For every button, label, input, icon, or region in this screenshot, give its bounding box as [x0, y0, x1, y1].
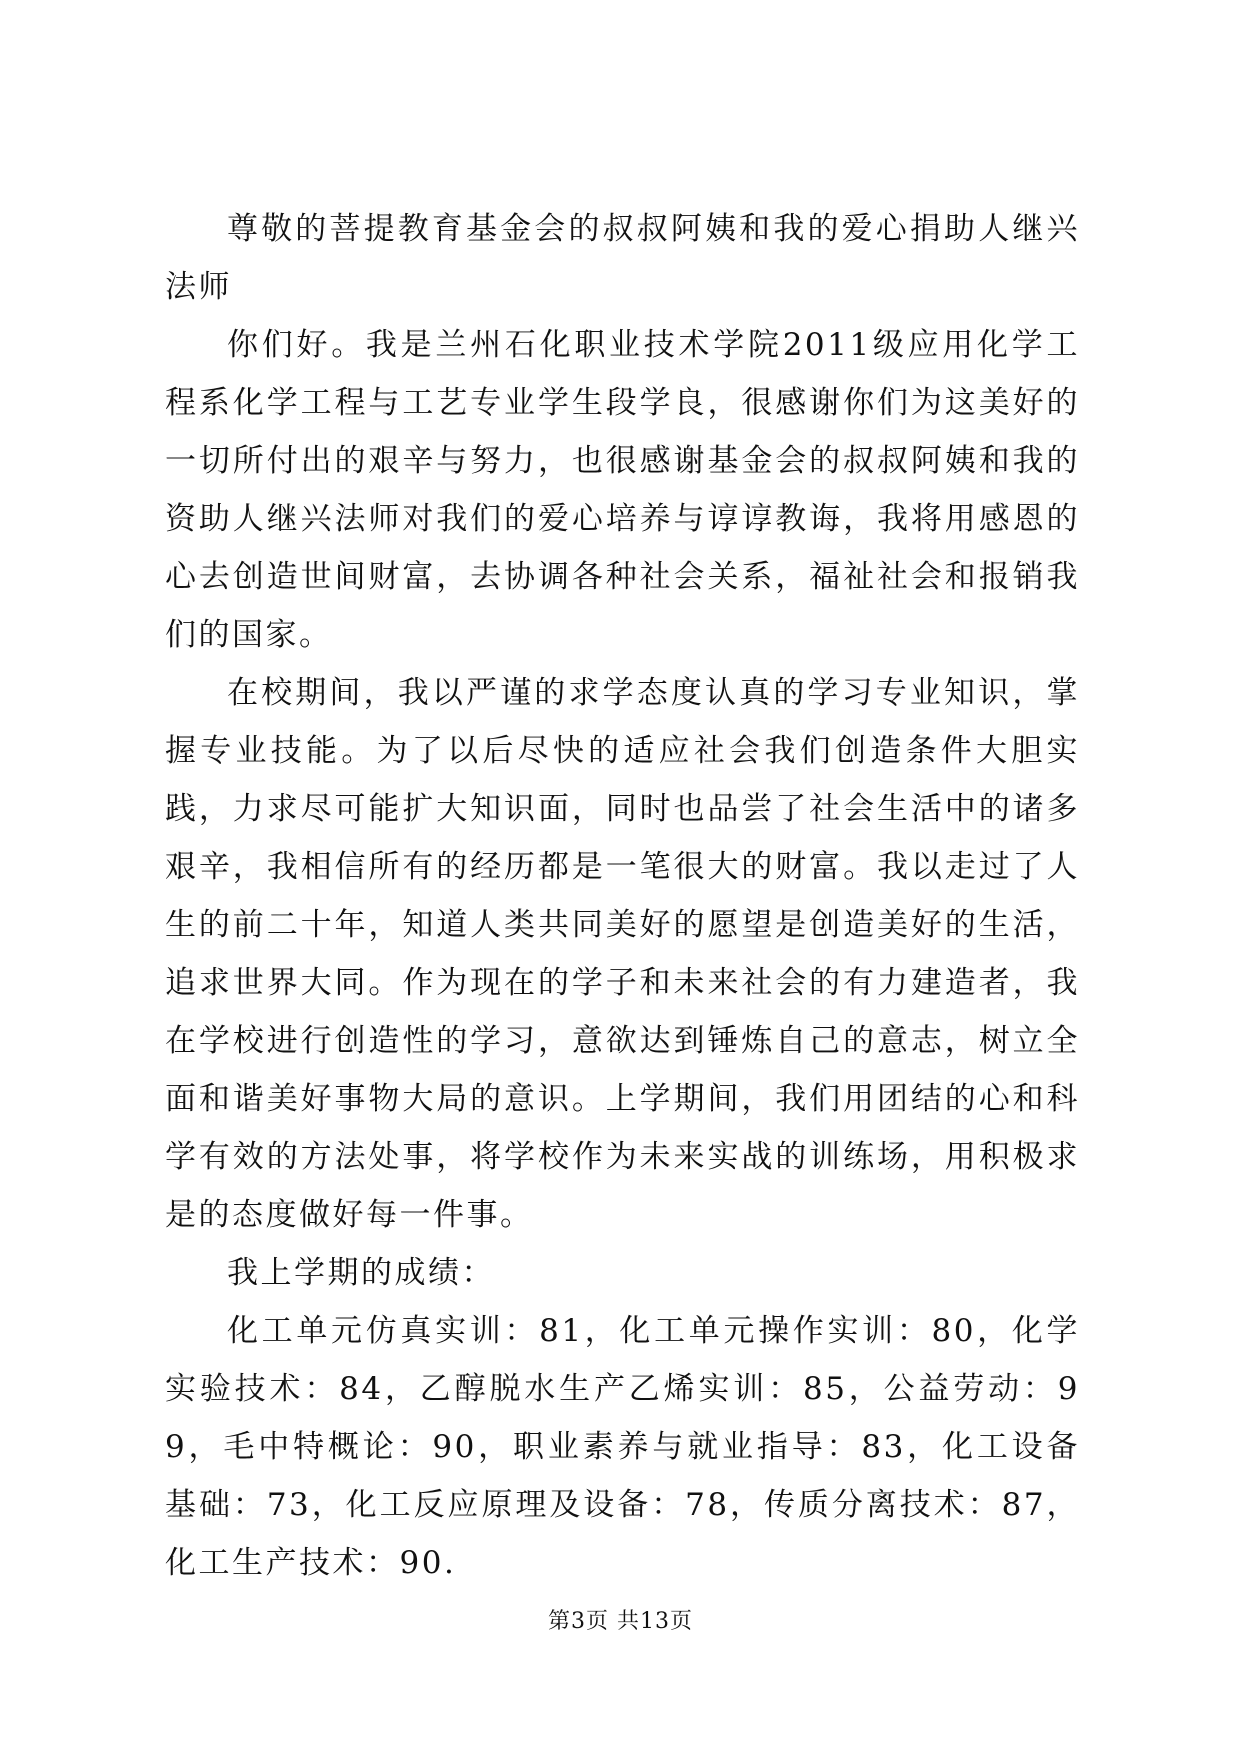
study-paragraph: 在校期间，我以严谨的求学态度认真的学习专业知识，掌握专业技能。为了以后尽快的适应社会我们创造条件大胆实践，力求尽可能扩大知识面，同时也品尝了社会生活中的诸多艰辛，我相信所有的经历都是一笔很大的财富。我以走过了人生的前二十年，知道人类共同美好的愿望是创造美好的生活，追求世界大同。作为现在的学子和未来社会的有力建造者，我在学校进行创造性的学习，意欲达到锤炼自己的意志，树立全面和谐美好事物大局的意识。上学期间，我们用团结的心和科学有效的方法处事，将学校作为未来实战的训练场，用积极求是的态度做好每一件事。 [165, 675, 1080, 1233]
grades-list-paragraph: 化工单元仿真实训：81，化工单元操作实训：80，化学实验技术：84，乙醇脱水生产乙烯实训：85，公益劳动：99，毛中特概论：90，职业素养与就业指导：83，化工设备基础：73，化工反应原理及设备：78，传质分离技术：87，化工生产技术：90. [165, 1313, 1080, 1581]
grades-heading-paragraph: 我上学期的成绩： [227, 1255, 495, 1291]
page-number: 第3页 共13页 [548, 1609, 693, 1634]
document-body [165, 200, 1080, 1592]
greeting-paragraph: 你们好。我是兰州石化职业技术学院2011级应用化学工程系化学工程与工艺专业学生段学良，很感谢你们为这美好的一切所付出的艰辛与努力，也很感谢基金会的叔叔阿姨和我的资助人继兴法师对我们的爱心培养与谆谆教诲，我将用感恩的心去创造世间财富，去协调各种社会关系，福祉社会和报销我们的国家。 [165, 327, 1080, 653]
salutation-paragraph: 尊敬的菩提教育基金会的叔叔阿姨和我的爱心捐助人继兴法师 [165, 211, 1080, 305]
